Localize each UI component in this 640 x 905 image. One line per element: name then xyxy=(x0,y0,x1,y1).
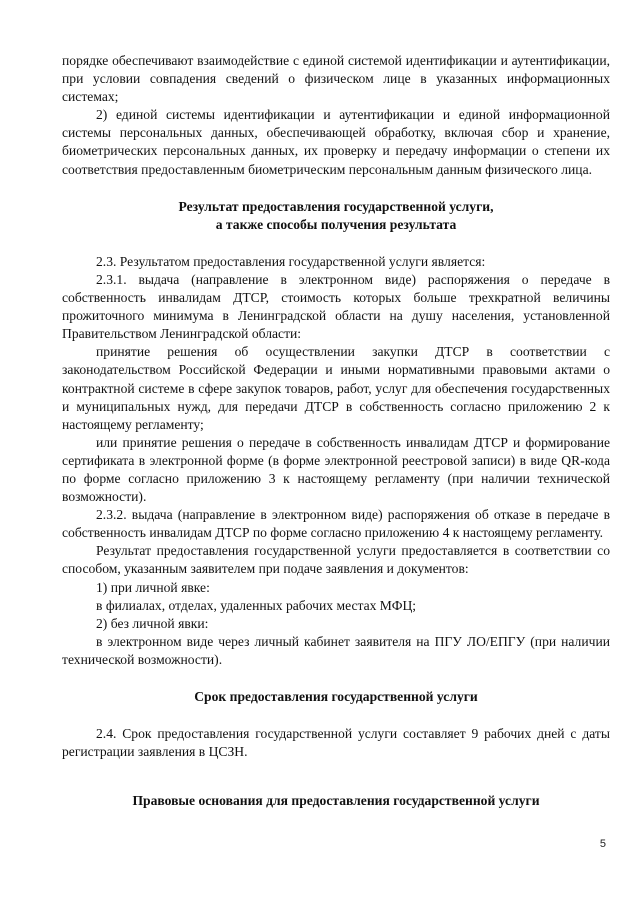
paragraph-top-2: 2) единой системы идентификации и аутентификации и единой информационной системы персональных данных, обеспечивающей обработку, включая сбор и хранение, биометрических персональных данных, их проверку и передачу информации о степени их соответствия предоставленным биометрическим персональным данным физического лица. xyxy=(62,107,610,177)
page-number: 5 xyxy=(599,838,606,850)
paragraph-result-2: 2.3.1. выдача (направление в электронном виде) распоряжения о передаче в собственность инвалидам ДТСР, стоимость которых больше трехкратной величины прожиточного минимума в Ленинградской области на душу населения, установленной Правительством Ленинградской области: xyxy=(62,271,610,342)
paragraph-result-9: 2) без личной явки: xyxy=(96,615,209,631)
paragraph-result-3: принятие решения об осуществлении закупки ДТСР в соответствии с законодательством Российской Федерации и иными нормативными правовыми актами о контрактной системе в сфере закупок товаров, работ, услуг для обеспечения государственных и муниципальных нужд, для передачи ДТСР в собственность согласно приложению 2 к настоящему регламенту; xyxy=(62,344,610,432)
heading-result-line-2: а также способы получения результата xyxy=(215,216,457,232)
section-heading-legal: Правовые основания для предоставления государственной услуги xyxy=(132,793,540,809)
section-heading-term: Срок предоставления государственной услуги xyxy=(194,689,478,704)
paragraph-result-5: 2.3.2. выдача (направление в электронном виде) распоряжения об отказе в передаче в собственность инвалидам ДТСР по форме согласно приложению 4 к настоящему регламенту. xyxy=(62,507,610,541)
paragraph-result-7: 1) при личной явке: xyxy=(96,579,210,595)
paragraph-top-1: порядке обеспечивают взаимодействие с единой системой идентификации и аутентификации, при условии совпадения сведений о физическом лице в указанных информационных системах; xyxy=(62,53,610,105)
paragraph-result-6: Результат предоставления государственной услуги предоставляется в соответствии со способом, указанным заявителем при подаче заявления и документов: xyxy=(62,543,610,577)
section-heading-result xyxy=(62,198,610,234)
paragraph-result-4: или принятие решения о передаче в собственность инвалидам ДТСР и формирование сертификата в электронной форме (в форме электронной реестровой записи) в виде QR-кода по форме согласно приложению 3 к настоящему регламенту (при наличии технической возможности). xyxy=(62,434,610,505)
paragraph-result-1: 2.3. Результатом предоставления государственной услуги является: xyxy=(96,253,486,269)
heading-result-line-1: Результат предоставления государственной услуги, xyxy=(178,198,494,214)
paragraph-result-10: в электронном виде через личный кабинет заявителя на ПГУ ЛО/ЕПГУ (при наличии технической возможности). xyxy=(62,633,610,667)
paragraph-term: 2.4. Срок предоставления государственной услуги составляет 9 рабочих дней с даты регистрации заявления в ЦСЗН. xyxy=(62,726,610,760)
paragraph-result-8: в филиалах, отделах, удаленных рабочих местах МФЦ; xyxy=(96,597,417,613)
document-page xyxy=(62,52,610,810)
